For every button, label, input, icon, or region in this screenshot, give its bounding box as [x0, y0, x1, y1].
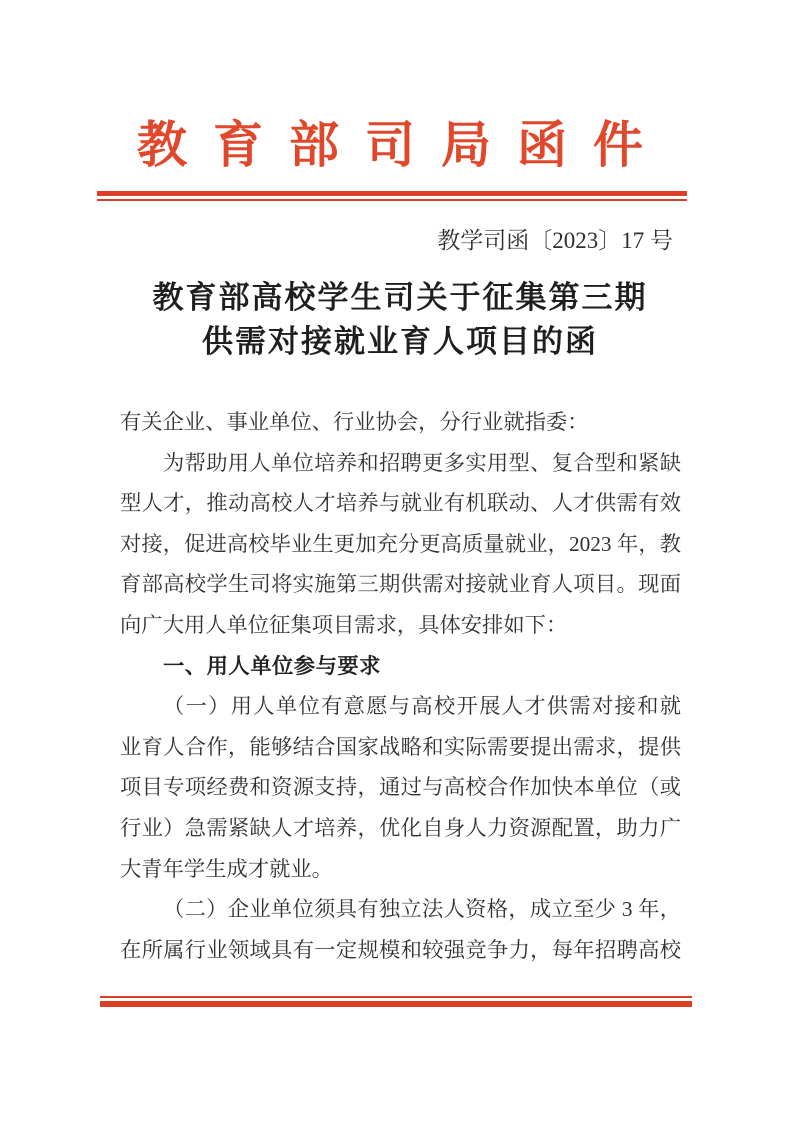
divider-thin-line [97, 199, 687, 201]
footer-double-rule [100, 996, 692, 1007]
body-line: 在所属行业领域具有一定规模和较强竞争力，每年招聘高校 [120, 937, 681, 962]
body-line: 为帮助用人单位培养和招聘更多实用型、复合型和紧缺 [163, 450, 681, 475]
divider-thin-line [100, 996, 692, 998]
body-line: 型人才，推动高校人才培养与就业有机联动、人才供需有效 [120, 491, 681, 516]
body-line: 大青年学生成才就业。 [120, 856, 333, 881]
body-line: 育部高校学生司将实施第三期供需对接就业育人项目。现面 [120, 572, 681, 597]
document-title-line1: 教育部高校学生司关于征集第三期 [152, 280, 648, 315]
document-body [120, 402, 681, 970]
divider-thick-line [100, 1001, 692, 1007]
body-line: 项目专项经费和资源支持，通过与高校合作加快本单位（或 [120, 775, 681, 800]
body-line: （一）用人单位有意愿与高校开展人才供需对接和就 [163, 694, 681, 719]
divider-thick-line [97, 191, 687, 196]
document-number: 教学司函〔2023〕17 号 [437, 228, 673, 253]
body-line: （二）企业单位须具有独立法人资格，成立至少 3 年， [163, 897, 681, 922]
body-line: 业育人合作，能够结合国家战略和实际需要提出需求，提供 [120, 734, 681, 759]
document-title [0, 276, 800, 364]
body-line-salutation: 有关企业、事业单位、行业协会，分行业就指委： [120, 410, 589, 434]
body-line: 对接，促进高校毕业生更加充分更高质量就业，2023 年，教 [120, 531, 681, 556]
header-double-rule [97, 191, 687, 201]
letterhead-title: 教育部司局函件 [137, 117, 669, 173]
body-line: 行业）急需紧缺人才培养，优化自身人力资源配置，助力广 [120, 815, 681, 840]
body-line: 向广大用人单位征集项目需求，具体安排如下： [120, 612, 568, 637]
document-title-line2: 供需对接就业育人项目的函 [202, 324, 598, 359]
section-heading: 一、用人单位参与要求 [163, 653, 381, 678]
